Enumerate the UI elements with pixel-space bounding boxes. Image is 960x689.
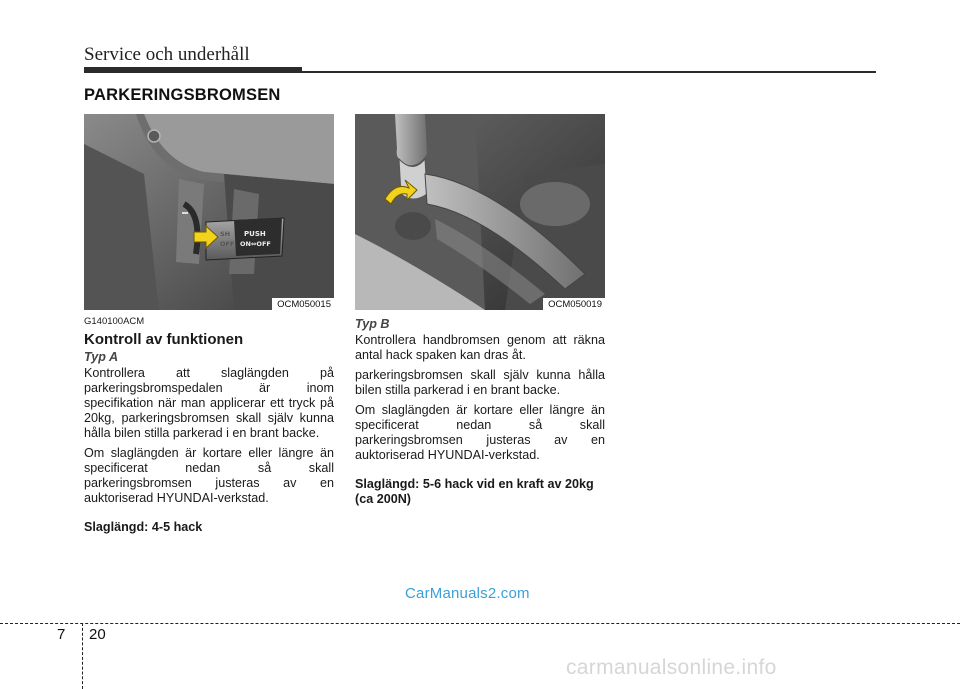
subheading: Kontroll av funktionen — [84, 331, 244, 348]
column-right — [355, 316, 605, 507]
paragraph: Om slaglängden är kortare eller längre än specificerat nedan så skall parkeringsbromsen justeras av en auktoriserad HYUNDAI-verkstad. — [355, 403, 605, 462]
section-code: G140100ACM — [84, 316, 145, 327]
paragraph: Kontrollera att slaglängden på parkeringsbromspedalen är inom specifikation när man applicerar ett tryck på 20kg, parkeringsbromsen skall själv kunna hålla bilen stilla parkerad i en brant backe. — [84, 366, 334, 440]
figure-hand-brake — [355, 114, 605, 310]
footer-divider — [0, 623, 960, 624]
paragraph: Kontrollera handbromsen genom att räkna antal hack spaken kan dras åt. — [355, 333, 605, 362]
pedal-label-onoff: ON⇔OFF — [240, 240, 271, 248]
type-label: Typ B — [355, 317, 390, 331]
spec-text: Slaglängd: 4-5 hack — [84, 520, 203, 534]
watermark-link[interactable]: CarManuals2.com — [405, 585, 530, 602]
site-watermark: carmanualsonline.info — [566, 656, 777, 679]
column-left — [84, 316, 334, 535]
section-title: PARKERINGSBROMSEN — [84, 86, 281, 104]
figure-parking-pedal — [84, 114, 334, 310]
paragraph: Om slaglängden är kortare eller längre än specificerat nedan så skall parkeringsbromsen justeras av en auktoriserad HYUNDAI-verkstad. — [84, 446, 334, 505]
pedal-label-push: PUSH — [244, 230, 266, 238]
hand-brake-illustration — [355, 114, 605, 310]
spec-text: Slaglängd: 5-6 hack vid en kraft av 20kg (ca 200N) — [355, 477, 594, 506]
page-header-title: Service och underhåll — [84, 44, 250, 65]
parking-pedal-illustration — [84, 114, 334, 310]
page-number: 20 — [89, 626, 106, 643]
header-rule — [300, 71, 876, 73]
footer-vertical-divider — [82, 623, 83, 689]
figure-code: OCM050019 — [543, 298, 605, 310]
figure-code: OCM050015 — [272, 298, 334, 310]
header-bar — [84, 67, 302, 73]
chapter-number: 7 — [57, 626, 66, 643]
pedal-label-off: OFF — [220, 240, 235, 248]
paragraph: parkeringsbromsen skall själv kunna hålla bilen stilla parkerad i en brant backe. — [355, 368, 605, 397]
pedal-label-sh: SH — [220, 230, 231, 238]
type-label: Typ A — [84, 350, 119, 364]
